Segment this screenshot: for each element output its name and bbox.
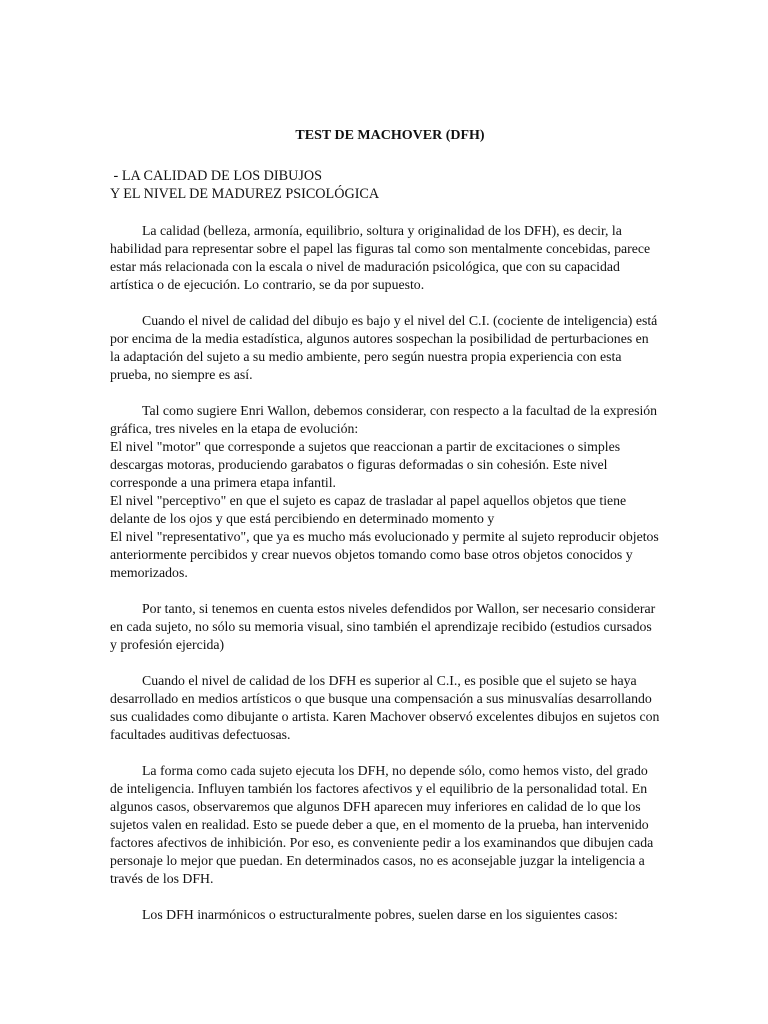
paragraph-5 — [110, 672, 662, 744]
section-heading-line-1: - LA CALIDAD DE LOS DIBUJOS — [110, 168, 323, 184]
paragraph-1-text: La calidad (belleza, armonía, equilibrio, soltura y originalidad de los DFH), es decir, la habilidad para representar sobre el papel las figuras tal como son mentalmente concebidas, parece estar más relacionada con la escala o nivel de maduración psicológica, que con su capacidad artística o de ejecución. Lo contrario, se da por supuesto. — [110, 223, 651, 292]
paragraph-6-text: La forma como cada sujeto ejecuta los DFH, no depende sólo, como hemos visto, del grado de inteligencia. Influyen también los factores afectivos y el equilibrio de la personalidad total. En algunos casos, observaremos que algunos DFH aparecen muy inferiores en calidad de lo que los sujetos valen en realidad. Esto se puede deber a que, en el momento de la prueba, han intervenido factores afectivos de inhibición. Por eso, es conveniente pedir a los examinandos que dibujen cada personaje lo mejor que puedan. En determinados casos, no es aconsejable juzgar la inteligencia a través de los DFH. — [110, 763, 654, 886]
paragraph-3-intro-text: Tal como sugiere Enri Wallon, debemos considerar, con respecto a la facultad de la expresión gráfica, tres niveles en la etapa de evolución: — [110, 403, 658, 436]
paragraph-4 — [110, 600, 662, 654]
document-page — [110, 127, 662, 942]
level-motor-text: El nivel "motor" que corresponde a sujetos que reaccionan a partir de excitaciones o simples descargas motoras, produciendo garabatos o figuras deformadas o sin cohesión. Este nivel corresponde a una primera etapa infantil. — [110, 439, 621, 490]
paragraph-3 — [110, 402, 662, 582]
paragraph-7-text: Los DFH inarmónicos o estructuralmente pobres, suelen darse en los siguientes casos: — [142, 907, 618, 922]
document-title: TEST DE MACHOVER (DFH) — [295, 128, 485, 143]
paragraph-1 — [110, 222, 662, 294]
paragraph-2 — [110, 312, 662, 384]
level-representativo-text: El nivel "representativo", que ya es mucho más evolucionado y permite al sujeto reproducir objetos anteriormente percibidos y crear nuevos objetos tomando como base otros objetos conocidos y memorizados. — [110, 529, 659, 580]
paragraph-7 — [110, 906, 662, 924]
paragraph-6 — [110, 762, 662, 888]
paragraph-2-text: Cuando el nivel de calidad del dibujo es bajo y el nivel del C.I. (cociente de inteligencia) está por encima de la media estadística, algunos autores sospechan la posibilidad de perturbaciones en la adaptación del sujeto a su medio ambiente, pero según nuestra propia experiencia con esta prueba, no siempre es así. — [110, 313, 658, 382]
paragraph-4-text: Por tanto, si tenemos en cuenta estos niveles defendidos por Wallon, ser necesario considerar en cada sujeto, no sólo su memoria visual, sino también el aprendizaje recibido (estudios cursados y profesión ejercida) — [110, 601, 656, 652]
paragraph-5-text: Cuando el nivel de calidad de los DFH es superior al C.I., es posible que el sujeto se haya desarrollado en medios artísticos o que busque una compensación a sus minusvalías desarrollando sus cualidades como dibujante o artista. Karen Machover observó excelentes dibujos en sujetos con facultades auditivas defectuosas. — [110, 673, 660, 742]
section-heading-line-2: Y EL NIVEL DE MADUREZ PSICOLÓGICA — [110, 186, 380, 202]
paragraph-3-intro — [110, 402, 662, 438]
section-heading — [110, 167, 662, 203]
level-perceptivo-text: El nivel "perceptivo" en que el sujeto es capaz de trasladar al papel aquellos objetos que tiene delante de los ojos y que está percibiendo en determinado momento y — [110, 493, 627, 526]
